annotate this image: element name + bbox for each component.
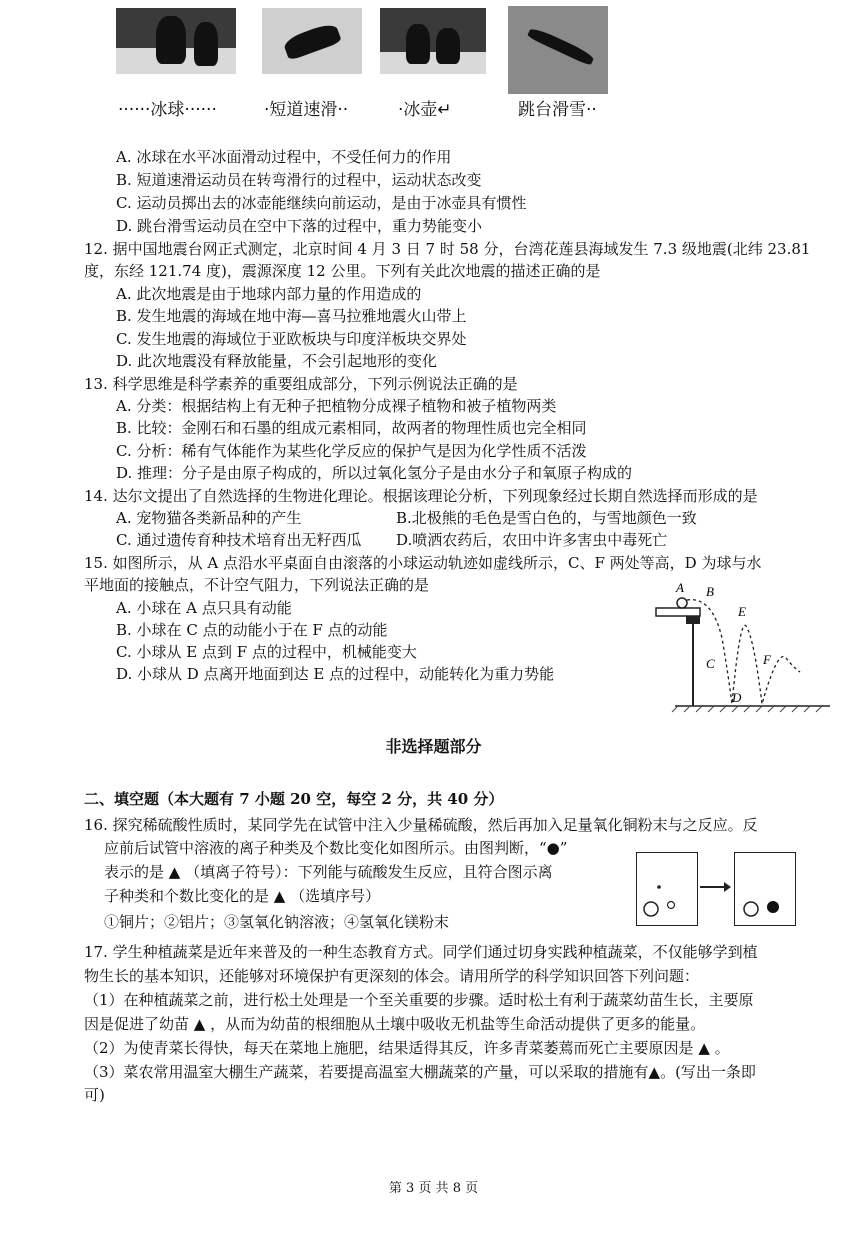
q16-line2: 应前后试管中溶液的离子种类及个数比变化如图所示。由图判断，“●” [104,839,568,857]
ice-hockey-photo [116,8,236,74]
label-a: A [676,580,684,595]
q15-option-a: A. 小球在 A 点只具有动能 [116,599,292,617]
q13-option-b: B. 比较：金刚石和石墨的组成元素相同，故两者的物理性质也完全相同 [116,419,587,437]
q14-option-b: B.北极熊的毛色是雪白色的，与雪地颜色一致 [396,509,697,527]
label-f: F [763,652,771,667]
q11-option-b: B. 短道速滑运动员在转弯滑行的过程中，运动状态改变 [116,171,482,189]
table-top [656,608,700,616]
ski-jump-photo [508,6,608,94]
q16-arrow-icon [698,880,732,894]
q12-option-a: A. 此次地震是由于地球内部力量的作用造成的 [116,285,422,303]
q13-stem: 13. 科学思维是科学素养的重要组成部分，下列示例说法正确的是 [84,375,518,393]
q12-option-d: D. 此次地震没有释放能量，不会引起地形的变化 [116,352,438,370]
q13-option-c: C. 分析：稀有气体能作为某些化学反应的保护气是因为化学性质不活泼 [116,442,587,460]
ion-small-dot [657,885,661,889]
q14-option-c: C. 通过遗传育种技术培育出无籽西瓜 [116,531,362,549]
q16-line5: ①铜片；②铝片；③氢氧化钠溶液；④氢氧化镁粉末 [104,913,450,931]
table-edge [686,616,700,624]
q16-line4: 子种类和个数比变化的是 ▲ （选填序号） [104,887,381,905]
label-d: D [732,690,742,705]
q16-line3: 表示的是 ▲ （填离子符号）：下列能与硫酸发生反应，且符合图示离 [104,863,553,881]
q14-option-a: A. 宠物猫各类新品种的产生 [116,509,302,527]
short-track-photo [262,8,362,74]
q15-stem-line1: 15. 如图所示，从 A 点沿水平桌面自由滚落的小球运动轨迹如虚线所示，C、F 两处等高，D 为球与水 [84,554,762,572]
part2-heading: 二、填空题（本大题有 7 小题 20 空，每空 2 分，共 40 分） [84,790,504,808]
caption-ski-jump: 跳台滑雪·· [518,100,597,120]
label-c: C [706,656,715,671]
q17-line3: （1）在种植蔬菜之前，进行松土处理是一个至关重要的步骤。适时松土有利于蔬菜幼苗生长，主要原 [84,991,754,1009]
q17-line6: （3）菜农常用温室大棚生产蔬菜，若要提高温室大棚蔬菜的产量，可以采取的措施有▲。(写出一条即 [84,1063,756,1081]
q15-option-c: C. 小球从 E 点到 F 点的过程中，机械能变大 [116,643,417,661]
q11-option-d: D. 跳台滑雪运动员在空中下落的过程中，重力势能变小 [116,217,483,235]
q17-line1: 17. 学生种植蔬菜是近年来普及的一种生态教育方式。同学们通过切身实践种植蔬菜，不仅能够学到植 [84,943,758,961]
q11-option-a: A. 冰球在水平冰面滑动过程中，不受任何力的作用 [116,148,452,166]
curling-photo [380,8,486,74]
q17-line4: 因是促进了幼苗 ▲ ，从而为幼苗的根细胞从土壤中吸收无机盐等生命活动提供了更多的能量。 [84,1015,706,1033]
caption-curling: ·冰壶↵ [398,100,452,120]
label-b: B [706,584,714,599]
q11-option-c: C. 运动员掷出去的冰壶能继续向前运动，是由于冰壶具有惯性 [116,194,527,212]
label-e: E [738,604,746,619]
q16-after-beaker [734,852,796,926]
q12-option-c: C. 发生地震的海域位于亚欧板块与印度洋板块交界处 [116,330,467,348]
q15-option-b: B. 小球在 C 点的动能小于在 F 点的动能 [116,621,388,639]
q16-before-beaker [636,852,698,926]
q12-option-b: B. 发生地震的海域在地中海—喜马拉雅地震火山带上 [116,307,467,325]
q17-line7: 可) [84,1086,105,1104]
caption-short-track: ·短道速滑·· [264,100,349,120]
ion-large-open [644,902,658,916]
ion-large-open [744,902,758,916]
q16-line1: 16. 探究稀硫酸性质时，某同学先在试管中注入少量稀硫酸，然后再加入足量氧化铜粉末与之反应。反 [84,816,758,834]
q13-option-d: D. 推理：分子是由原子构成的，所以过氧化氢分子是由水分子和氧原子构成的 [116,464,633,482]
q15-trajectory-figure [650,578,830,718]
q13-option-a: A. 分类：根据结构上有无种子把植物分成裸子植物和被子植物两类 [116,397,557,415]
q17-line5: （2）为使青菜长得快，每天在菜地上施肥，结果适得其反，许多青菜萎蔫而死亡主要原因是 ▲ 。 [84,1039,730,1057]
q14-stem: 14. 达尔文提出了自然选择的生物进化理论。根据该理论分析，下列现象经过长期自然选择而形成的是 [84,487,758,505]
section-title: 非选择题部分 [385,737,482,756]
ball [677,598,687,608]
q15-option-d: D. 小球从 D 点离开地面到达 E 点的过程中，动能转化为重力势能 [116,665,555,683]
q12-stem-line1: 12. 据中国地震台网正式测定，北京时间 4 月 3 日 7 时 58 分，台湾花莲县海域发生 7.3 级地震(北纬 23.81 [84,240,811,258]
caption-ice-hockey: ······冰球······ [118,100,217,120]
q17-line2: 物生长的基本知识，还能够对环境保护有更深刻的体会。请用所学的科学知识回答下列问题： [84,967,700,985]
page-number: 第 3 页 共 8 页 [388,1181,479,1196]
q15-stem-line2: 平地面的接触点，不计空气阻力，下列说法正确的是 [84,576,430,594]
q12-stem-line2: 度，东经 121.74 度)，震源深度 12 公里。下列有关此次地震的描述正确的是 [84,262,601,280]
ground-hatch [672,706,822,712]
q14-option-d: D.喷洒农药后，农田中许多害虫中毒死亡 [396,531,668,549]
ion-black-dot [767,901,779,913]
ion-small-open [668,902,675,909]
